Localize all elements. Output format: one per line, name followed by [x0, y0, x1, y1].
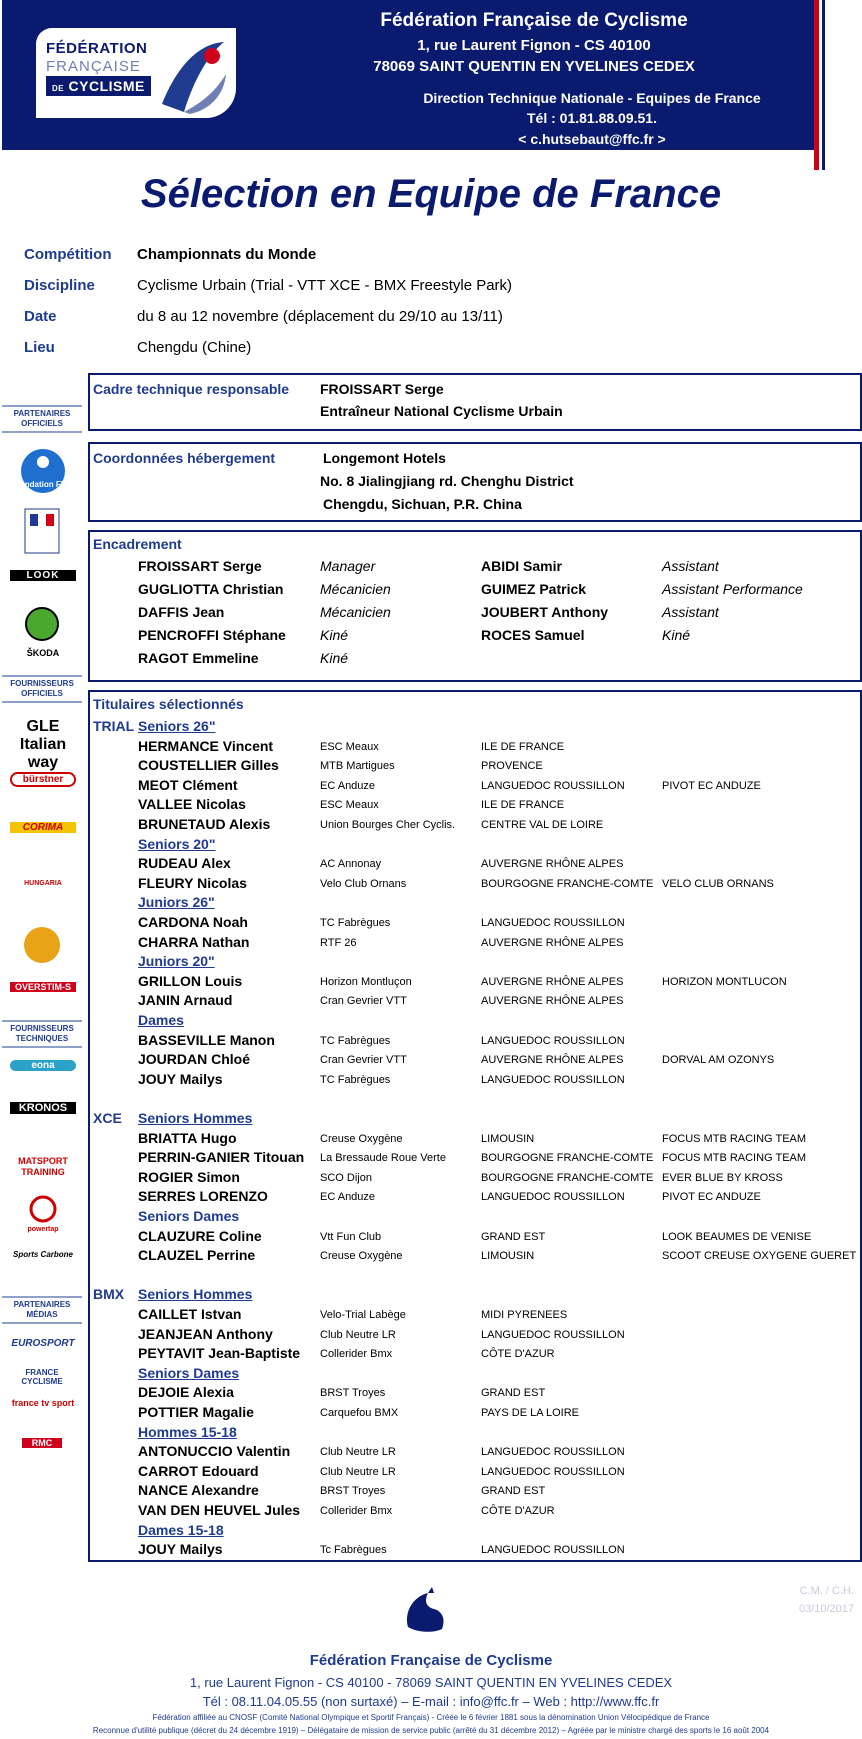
rider-club: BRST Troyes: [320, 1485, 386, 1498]
rider-club: Creuse Oxygène: [320, 1132, 403, 1145]
rider-region: AUVERGNE RHÔNE ALPES: [481, 1054, 624, 1067]
rider-team: PIVOT EC ANDUZE: [662, 1191, 761, 1204]
rider-club: AC Annonay: [320, 858, 382, 871]
header-banner: [2, 0, 817, 150]
category-heading: Juniors 26": [138, 894, 215, 911]
rider-club: Horizon Montluçon: [320, 975, 412, 988]
fdj-logo-text: Fondation FDJ: [15, 480, 71, 489]
rider-club: Vtt Fun Club: [320, 1230, 382, 1243]
gle-logo: GLE Italian way: [19, 718, 67, 771]
skoda-icon: [24, 606, 60, 642]
rider-club: Union Bourges Cher Cyclis.: [320, 819, 456, 831]
rider-name: VALLEE Nicolas: [138, 796, 246, 813]
staff-name: RAGOT Emmeline: [138, 650, 259, 666]
rider-name: BRIATTA Hugo: [138, 1129, 237, 1146]
eurosport-logo: EUROSPORT: [11, 1338, 75, 1349]
staff-name: FROISSART Serge: [138, 558, 262, 574]
rider-club: Club Neutre LR: [320, 1328, 396, 1341]
staff-name: GUGLIOTTA Christian: [138, 581, 284, 597]
category-heading: Hommes 15-18: [138, 1423, 237, 1440]
titulaires-box: [88, 690, 862, 1562]
rider-name: JOUY Mailys: [138, 1070, 223, 1087]
matsport-logo: MATSPORT TRAINING: [18, 1156, 68, 1177]
rider-name: ANTONUCCIO Valentin: [138, 1443, 291, 1460]
rider-region: LANGUEDOC ROUSSILLON: [481, 779, 625, 792]
rider-region: AUVERGNE RHÔNE ALPES: [481, 975, 624, 988]
rider-region: LANGUEDOC ROUSSILLON: [481, 1544, 625, 1557]
rider-region: ILE DE FRANCE: [481, 799, 565, 812]
footer-contact[interactable]: Tél : 08.11.04.05.55 (non surtaxé) – E-mail : info@ffc.fr – Web : http://www.ffc.fr: [202, 1694, 660, 1709]
eona-logo: eona: [10, 1060, 76, 1071]
rider-region: CÔTE D'AZUR: [481, 1348, 555, 1361]
rooster-icon: [398, 1583, 452, 1637]
staff-role: Assistant: [662, 604, 719, 620]
burstner-logo: bürstner: [10, 772, 76, 787]
rider-region: AUVERGNE RHÔNE ALPES: [481, 936, 624, 949]
corima-logo: CORIMA: [10, 822, 76, 833]
logo-line-2: FRANÇAISE: [46, 58, 141, 75]
logo-prefix: DE: [52, 84, 65, 93]
date-value: du 8 au 12 novembre (déplacement du 29/10 au 13/11): [137, 308, 503, 325]
rider-region: GRAND EST: [481, 1387, 546, 1400]
discipline-code: TRIAL: [93, 718, 135, 734]
rider-club: Cran Gevrier VTT: [320, 995, 407, 1008]
rider-region: LANGUEDOC ROUSSILLON: [481, 1328, 625, 1341]
rider-name: PEYTAVIT Jean-Baptiste: [138, 1345, 301, 1362]
sidebar-fournisseurs-officiels: FOURNISSEURS OFFICIELS: [2, 675, 82, 703]
rider-club: EC Anduze: [320, 1191, 376, 1204]
ffc-logo: [36, 28, 236, 118]
competition-value: Championnats du Monde: [137, 246, 317, 263]
logo-line-3: [46, 76, 151, 96]
header-email[interactable]: < c.hutsebaut@ffc.fr >: [518, 131, 666, 147]
rider-name: BASSEVILLE Manon: [138, 1031, 275, 1048]
logo-swoosh-icon: [154, 34, 232, 116]
header-address-2: 78069 SAINT QUENTIN EN YVELINES CEDEX: [373, 58, 695, 75]
rider-name: JOURDAN Chloé: [138, 1051, 251, 1068]
rider-name: POTTIER Magalie: [138, 1404, 254, 1420]
rider-name: HERMANCE Vincent: [138, 737, 274, 754]
category-heading: Dames 15-18: [138, 1521, 224, 1538]
rider-club: BRST Troyes: [320, 1387, 386, 1400]
header-title: Fédération Française de Cyclisme: [380, 10, 688, 31]
overstim-logo: OVERSTIM-S: [10, 982, 76, 992]
encadrement-label: Encadrement: [93, 536, 182, 552]
hebergement-label: Coordonnées hébergement: [93, 450, 276, 466]
sidebar-partenaires-medias: PARTENAIRES MÉDIAS: [2, 1296, 82, 1324]
rider-team: EVER BLUE BY KROSS: [662, 1171, 783, 1184]
sidebar-fournisseurs-techniques: FOURNISSEURS TECHNIQUES: [2, 1020, 82, 1048]
rider-region: LIMOUSIN: [481, 1132, 535, 1145]
titulaires-label: Titulaires sélectionnés: [93, 696, 244, 712]
rider-name: NANCE Alexandre: [138, 1482, 259, 1499]
rider-region: LIMOUSIN: [481, 1250, 535, 1263]
staff-role: Kiné: [662, 627, 691, 643]
partners-sidebar: [0, 400, 84, 1450]
footer-address: 1, rue Laurent Fignon - CS 40100 - 78069 SAINT QUENTIN EN YVELINES CEDEX: [189, 1675, 673, 1690]
rider-name: CARROT Edouard: [138, 1462, 259, 1479]
category-heading: Juniors 20": [138, 953, 215, 970]
rider-name: PERRIN-GANIER Titouan: [138, 1149, 305, 1166]
rider-region: GRAND EST: [481, 1230, 546, 1243]
rider-name: COUSTELLIER Gilles: [138, 757, 279, 774]
rider-name: JEANJEAN Anthony: [138, 1325, 273, 1342]
discipline-label: Discipline: [24, 277, 95, 294]
category-heading: Seniors Hommes: [138, 1286, 253, 1303]
sports-carbone-logo: Sports Carbone: [12, 1250, 73, 1259]
hebergement-line-1: Longemont Hotels: [323, 450, 446, 466]
staff-name: PENCROFFI Stéphane: [138, 627, 286, 643]
rider-name: VAN DEN HEUVEL Jules: [138, 1502, 301, 1518]
rider-name: MEOT Clément: [138, 776, 238, 793]
lieu-label: Lieu: [24, 339, 55, 356]
rider-region: LANGUEDOC ROUSSILLON: [481, 1073, 625, 1086]
category-heading: Seniors Dames: [138, 1208, 240, 1224]
rider-region: ILE DE FRANCE: [481, 740, 565, 753]
category-heading: Seniors 26": [138, 718, 216, 734]
rider-name: CLAUZURE Coline: [138, 1227, 262, 1244]
rider-club: ESC Meaux: [320, 740, 379, 753]
rider-team: SCOOT CREUSE OXYGENE GUERET: [662, 1250, 857, 1263]
rider-club: Tc Fabrègues: [320, 1544, 387, 1557]
rider-region: CÔTE D'AZUR: [481, 1505, 555, 1517]
rider-name: JANIN Arnaud: [138, 992, 233, 1009]
staff-name: ROCES Samuel: [481, 627, 585, 643]
rider-club: Club Neutre LR: [320, 1446, 396, 1459]
rider-region: AUVERGNE RHÔNE ALPES: [481, 858, 624, 871]
footer-title: Fédération Française de Cyclisme: [309, 1652, 553, 1669]
staff-name: GUIMEZ Patrick: [481, 581, 587, 597]
staff-role: Manager: [320, 558, 376, 574]
stamp-initials: C.M. / C.H.: [799, 1585, 854, 1597]
cadre-role: Entraîneur National Cyclisme Urbain: [320, 403, 563, 419]
logo-line-1: FÉDÉRATION: [46, 40, 148, 57]
competition-label: Compétition: [24, 246, 112, 263]
staff-role: Kiné: [320, 650, 349, 666]
france-cyclisme-logo: FRANCE CYCLISME: [21, 1368, 63, 1386]
rider-club: ESC Meaux: [320, 799, 379, 812]
cadre-box: [88, 373, 862, 431]
header-address-1: 1, rue Laurent Fignon - CS 40100: [417, 37, 651, 54]
rider-club: Velo-Trial Labège: [320, 1309, 406, 1321]
footer-legal-1: Fédération affiliée au CNOSF (Comité National Olympique et Sportif Français) - Créée le 6 février 1881 sous la dénomination Union Vélocipédique de France: [152, 1713, 710, 1722]
rider-club: Club Neutre LR: [320, 1465, 396, 1478]
lieu-value: Chengdu (Chine): [137, 339, 252, 356]
staff-role: Mécanicien: [320, 604, 391, 620]
rider-name: FLEURY Nicolas: [138, 874, 247, 891]
rider-club: TC Fabrègues: [320, 1034, 391, 1047]
staff-role: Assistant: [662, 558, 719, 574]
encadrement-box: [88, 530, 862, 682]
stamp: [799, 1582, 854, 1618]
cadre-name: FROISSART Serge: [320, 381, 444, 397]
rider-club: RTF 26: [320, 936, 357, 949]
staff-name: JOUBERT Anthony: [481, 604, 609, 620]
rider-team: LOOK BEAUMES DE VENISE: [662, 1230, 812, 1243]
rider-club: Collerider Bmx: [320, 1505, 393, 1517]
staff-name: ABIDI Samir: [481, 558, 562, 574]
ministere-icon: [24, 508, 60, 554]
rider-club: TC Fabrègues: [320, 1073, 391, 1086]
rider-club: Creuse Oxygène: [320, 1250, 403, 1263]
rider-region: LANGUEDOC ROUSSILLON: [481, 1446, 625, 1459]
rider-team: VELO CLUB ORNANS: [662, 877, 774, 890]
rider-club: Cran Gevrier VTT: [320, 1054, 407, 1067]
rider-team: HORIZON MONTLUCON: [662, 975, 787, 988]
rider-region: BOURGOGNE FRANCHE-COMTE: [481, 1152, 654, 1165]
rider-club: TC Fabrègues: [320, 917, 391, 929]
rider-name: CHARRA Nathan: [138, 933, 250, 950]
rider-region: PROVENCE: [481, 760, 543, 773]
rider-team: FOCUS MTB RACING TEAM: [662, 1132, 807, 1145]
rider-name: SERRES LORENZO: [138, 1188, 268, 1205]
rider-club: La Bressaude Roue Verte: [320, 1152, 446, 1165]
rider-region: AUVERGNE RHÔNE ALPES: [481, 995, 624, 1008]
hebergement-line-2: No. 8 Jialingjiang rd. Chenghu District: [320, 473, 574, 489]
rmc-logo: RMC: [22, 1438, 62, 1448]
rider-team: DORVAL AM OZONYS: [662, 1054, 775, 1067]
rider-region: LANGUEDOC ROUSSILLON: [481, 917, 625, 929]
rider-region: BOURGOGNE FRANCHE-COMTE: [481, 1171, 654, 1184]
rider-region: LANGUEDOC ROUSSILLON: [481, 1034, 625, 1047]
staff-role: Kiné: [320, 627, 349, 643]
category-heading: Seniors 20": [138, 835, 216, 852]
rider-name: DEJOIE Alexia: [138, 1384, 234, 1401]
discipline-code: BMX: [93, 1286, 125, 1303]
staff-name: DAFFIS Jean: [138, 604, 225, 620]
rider-name: ROGIER Simon: [138, 1168, 240, 1185]
powertap-icon: [26, 1194, 60, 1224]
rider-club: Velo Club Ornans: [320, 877, 407, 890]
stamp-date: 03/10/2017: [798, 1603, 854, 1615]
staff-role: Mécanicien: [320, 581, 391, 597]
staff-role: Assistant Performance: [662, 581, 803, 597]
rider-region: BOURGOGNE FRANCHE-COMTE: [481, 877, 654, 890]
rider-name: BRUNETAUD Alexis: [138, 816, 271, 832]
skoda-logo: ŠKODA: [26, 648, 60, 658]
rider-team: PIVOT EC ANDUZE: [662, 779, 761, 792]
rider-club: SCO Dijon: [320, 1171, 372, 1184]
rider-name: CAILLET Istvan: [138, 1306, 242, 1322]
category-heading: Seniors Dames: [138, 1364, 240, 1381]
rider-region: LANGUEDOC ROUSSILLON: [481, 1191, 625, 1204]
hebergement-box: [88, 442, 862, 522]
rider-name: RUDEAU Alex: [138, 855, 231, 872]
powertap-logo: powertap: [27, 1226, 59, 1233]
rider-club: EC Anduze: [320, 779, 376, 792]
francetv-sport-logo: france tv sport: [11, 1398, 75, 1408]
hungaria-logo: HUNGARIA: [24, 880, 62, 887]
rider-region: GRAND EST: [481, 1485, 546, 1498]
discipline-value: Cyclisme Urbain (Trial - VTT XCE - BMX Freestyle Park): [137, 277, 513, 294]
grande-semaine-icon: [22, 920, 62, 970]
cadre-label: Cadre technique responsable: [93, 381, 290, 397]
header-stripes-icon: [810, 0, 858, 170]
category-heading: Seniors Hommes: [138, 1110, 253, 1126]
rider-club: MTB Martigues: [320, 760, 395, 773]
rider-region: MIDI PYRENEES: [481, 1309, 568, 1321]
rider-region: LANGUEDOC ROUSSILLON: [481, 1465, 625, 1478]
header-direction: Direction Technique Nationale - Equipes de France: [423, 90, 761, 106]
rider-region: PAYS DE LA LOIRE: [481, 1407, 580, 1419]
rider-name: JOUY Mailys: [138, 1541, 223, 1558]
sidebar-partenaires-officiels: PARTENAIRES OFFICIELS: [2, 405, 82, 433]
rider-club: Carquefou BMX: [320, 1407, 399, 1419]
hebergement-line-3: Chengdu, Sichuan, P.R. China: [323, 496, 522, 512]
rider-name: CARDONA Noah: [138, 914, 248, 930]
date-label: Date: [24, 308, 57, 325]
rider-club: Collerider Bmx: [320, 1348, 393, 1361]
footer-legal-2: Reconnue d'utilité publique (décret du 24 décembre 1919) – Délégataire de mission de service public (arrêté du 31 décembre 2012) – Agréée par le ministre chargé des sports le 16 août 2004: [92, 1726, 770, 1735]
page-title: Sélection en Equipe de France: [140, 172, 722, 216]
rider-region: CENTRE VAL DE LOIRE: [481, 819, 604, 831]
rider-name: GRILLON Louis: [138, 972, 243, 989]
rider-name: CLAUZEL Perrine: [138, 1247, 256, 1264]
look-logo: LOOK: [10, 570, 76, 581]
header-phone: Tél : 01.81.88.09.51.: [527, 110, 657, 126]
kronos-logo: KRONOS: [10, 1102, 76, 1114]
category-heading: Dames: [138, 1012, 184, 1028]
discipline-code: XCE: [93, 1110, 122, 1126]
rider-team: FOCUS MTB RACING TEAM: [662, 1152, 807, 1165]
logo-cyclisme: CYCLISME: [68, 78, 145, 94]
